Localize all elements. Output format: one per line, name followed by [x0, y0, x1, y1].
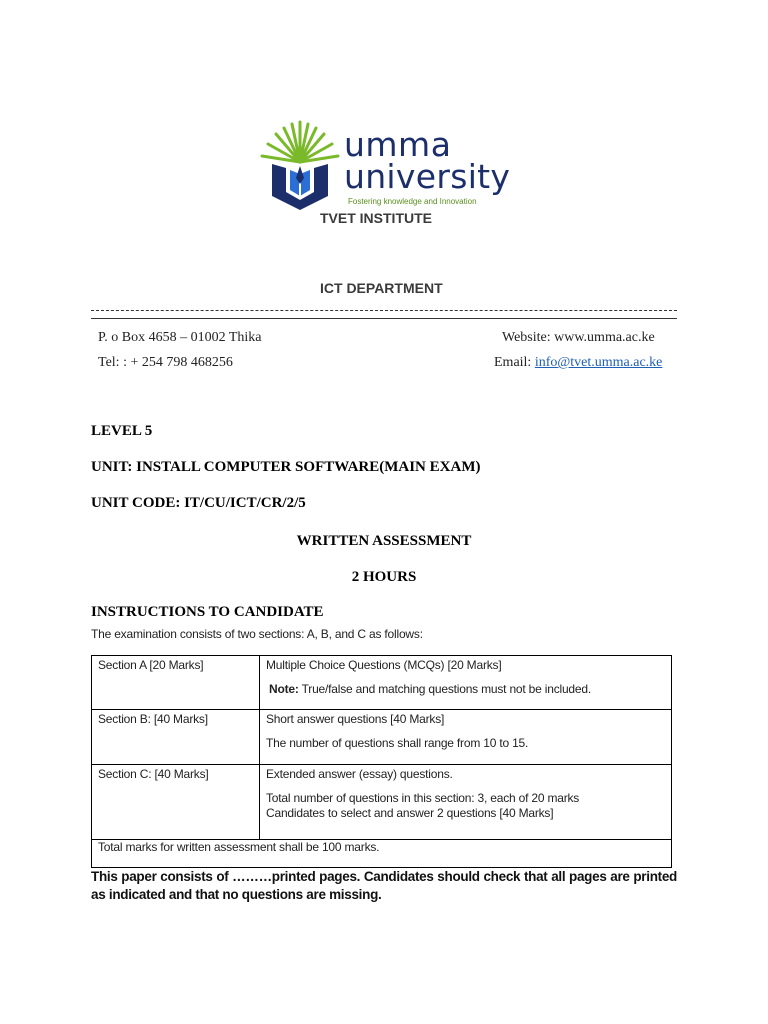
section-b-line2: The number of questions shall range from 10 to 15.: [266, 736, 529, 750]
postal-address: P. o Box 4658 – 01002 Thika: [98, 330, 262, 345]
logo-wordmark-line2: university: [344, 157, 511, 196]
note-label: Note:: [269, 682, 299, 696]
table-row: [92, 840, 672, 868]
page-count-notice: This paper consists of ………printed pages. Candidates should check that all pages are printed as indicated and that no questions are missing.: [91, 869, 677, 902]
section-a-line1: Multiple Choice Questions (MCQs) [20 Marks]: [266, 658, 502, 672]
duration-heading: 2 HOURS: [351, 569, 417, 585]
section-a-label: Section A [20 Marks]: [98, 658, 204, 672]
section-a-note: [266, 682, 665, 697]
logo-tagline: Fostering knowledge and Innovation: [348, 197, 477, 206]
section-b-label: Section B: [40 Marks]: [98, 712, 208, 726]
section-c-line1: Extended answer (essay) questions.: [266, 767, 453, 781]
section-b-details: [260, 710, 672, 765]
department-name: ICT DEPARTMENT: [320, 280, 443, 296]
email-label: Email:: [494, 355, 535, 370]
email-link[interactable]: info@tvet.umma.ac.ke: [534, 355, 663, 370]
section-a-details: [260, 656, 672, 710]
note-text: True/false and matching questions must not be included.: [298, 682, 591, 696]
logo-emblem-icon: [258, 118, 342, 214]
email-line: [494, 355, 662, 371]
sections-table: [91, 655, 672, 868]
logo-wordmark-line1: umma: [344, 125, 452, 164]
table-row: [92, 710, 672, 765]
section-c-line3: Candidates to select and answer 2 questions [40 Marks]: [266, 806, 554, 820]
level-heading: LEVEL 5: [91, 423, 153, 439]
dashed-divider: [91, 310, 677, 311]
website: Website: www.umma.ac.ke: [502, 330, 655, 345]
assessment-heading: WRITTEN ASSESSMENT: [296, 533, 472, 549]
section-c-details: [260, 765, 672, 840]
table-row: [92, 765, 672, 840]
section-c-line2: Total number of questions in this section: 3, each of 20 marks: [266, 791, 580, 805]
unit-code-heading: UNIT CODE: IT/CU/ICT/CR/2/5: [91, 495, 306, 511]
section-c-cell: [92, 765, 260, 840]
solid-divider: [91, 318, 677, 319]
unit-heading: UNIT: INSTALL COMPUTER SOFTWARE(MAIN EXAM): [91, 459, 481, 475]
instructions-heading: INSTRUCTIONS TO CANDIDATE: [91, 604, 324, 620]
section-a-cell: [92, 656, 260, 710]
total-marks-text: Total marks for written assessment shall be 100 marks.: [98, 840, 380, 854]
institute-name: TVET INSTITUTE: [320, 210, 432, 226]
telephone: Tel: : + 254 798 468256: [98, 355, 233, 370]
section-b-cell: [92, 710, 260, 765]
university-logo: [258, 118, 514, 214]
section-b-line1: Short answer questions [40 Marks]: [266, 712, 445, 726]
section-c-label: Section C: [40 Marks]: [98, 767, 209, 781]
total-marks-cell: [92, 840, 672, 868]
instructions-intro: The examination consists of two sections: A, B, and C as follows:: [91, 627, 423, 641]
table-row: [92, 656, 672, 710]
